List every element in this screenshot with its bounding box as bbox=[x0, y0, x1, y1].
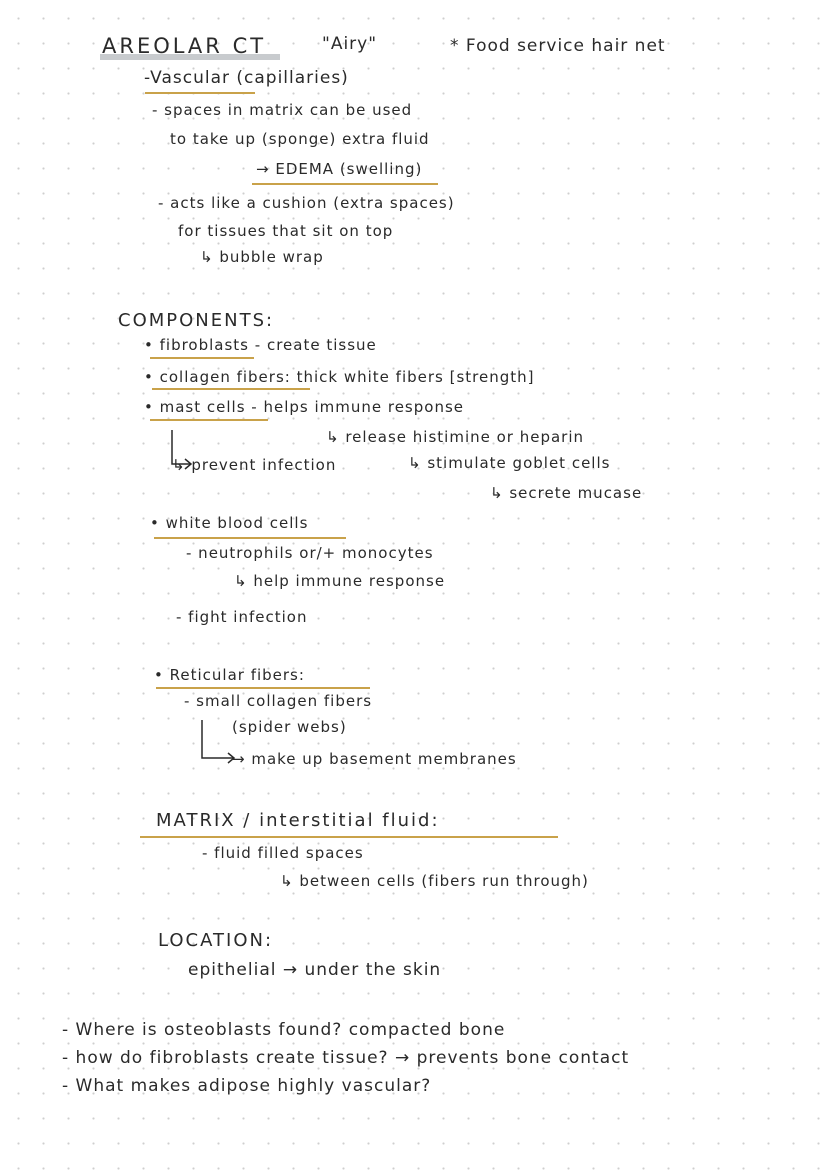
vascular-underline bbox=[145, 92, 255, 94]
between-cells-line: ↳ between cells (fibers run through) bbox=[280, 872, 589, 890]
location-heading: LOCATION: bbox=[158, 930, 274, 951]
cushion-line-1: - acts like a cushion (extra spaces) bbox=[158, 194, 455, 212]
mast-cells-line: • mast cells - helps immune response bbox=[144, 398, 464, 416]
small-collagen-line: - small collagen fibers bbox=[184, 692, 373, 710]
spaces-line-1: - spaces in matrix can be used bbox=[152, 101, 413, 119]
prevent-line: ↳ prevent infection bbox=[172, 456, 337, 474]
page-title: AREOLAR CT bbox=[102, 34, 267, 58]
edema-underline bbox=[252, 183, 438, 185]
reticular-underline bbox=[156, 687, 370, 689]
spider-webs-line: (spider webs) bbox=[232, 718, 347, 736]
fluid-filled-line: - fluid filled spaces bbox=[202, 844, 364, 862]
collagen-line: • collagen fibers: thick white fibers [strength] bbox=[144, 368, 535, 386]
question-fibroblasts: - how do fibroblasts create tissue? → prevents bone contact bbox=[62, 1048, 630, 1068]
matrix-underline bbox=[140, 836, 558, 838]
reticular-line: • Reticular fibers: bbox=[154, 666, 305, 684]
stimulate-line: ↳ stimulate goblet cells bbox=[408, 454, 611, 472]
fibroblasts-line: • fibroblasts - create tissue bbox=[144, 336, 377, 354]
location-line: epithelial → under the skin bbox=[188, 960, 442, 980]
fibroblasts-underline bbox=[150, 357, 254, 359]
question-adipose: - What makes adipose highly vascular? bbox=[62, 1076, 432, 1096]
bubble-wrap-line: ↳ bubble wrap bbox=[200, 248, 324, 266]
collagen-underline bbox=[152, 388, 310, 390]
vascular-line: -Vascular (capillaries) bbox=[144, 68, 349, 88]
wbc-underline bbox=[154, 537, 346, 539]
fight-infection-line: - fight infection bbox=[176, 608, 308, 626]
airy-note: "Airy" bbox=[322, 34, 378, 54]
matrix-heading: MATRIX / interstitial fluid: bbox=[156, 810, 440, 831]
hairnet-note: * Food service hair net bbox=[450, 36, 666, 56]
components-heading: COMPONENTS: bbox=[118, 310, 275, 331]
question-osteoblasts: - Where is osteoblasts found? compacted bone bbox=[62, 1020, 506, 1040]
immune-response-line: ↳ help immune response bbox=[234, 572, 446, 590]
mast-cells-underline bbox=[150, 419, 268, 421]
basement-membranes-line: → make up basement membranes bbox=[232, 750, 517, 768]
release-line: ↳ release histimine or heparin bbox=[326, 428, 585, 446]
spaces-line-2: to take up (sponge) extra fluid bbox=[170, 130, 430, 148]
wbc-line: • white blood cells bbox=[150, 514, 309, 532]
secrete-line: ↳ secrete mucase bbox=[490, 484, 643, 502]
edema-line: → EDEMA (swelling) bbox=[256, 160, 423, 178]
cushion-line-2: for tissues that sit on top bbox=[178, 222, 394, 240]
neutrophils-line: - neutrophils or/+ monocytes bbox=[186, 544, 434, 562]
